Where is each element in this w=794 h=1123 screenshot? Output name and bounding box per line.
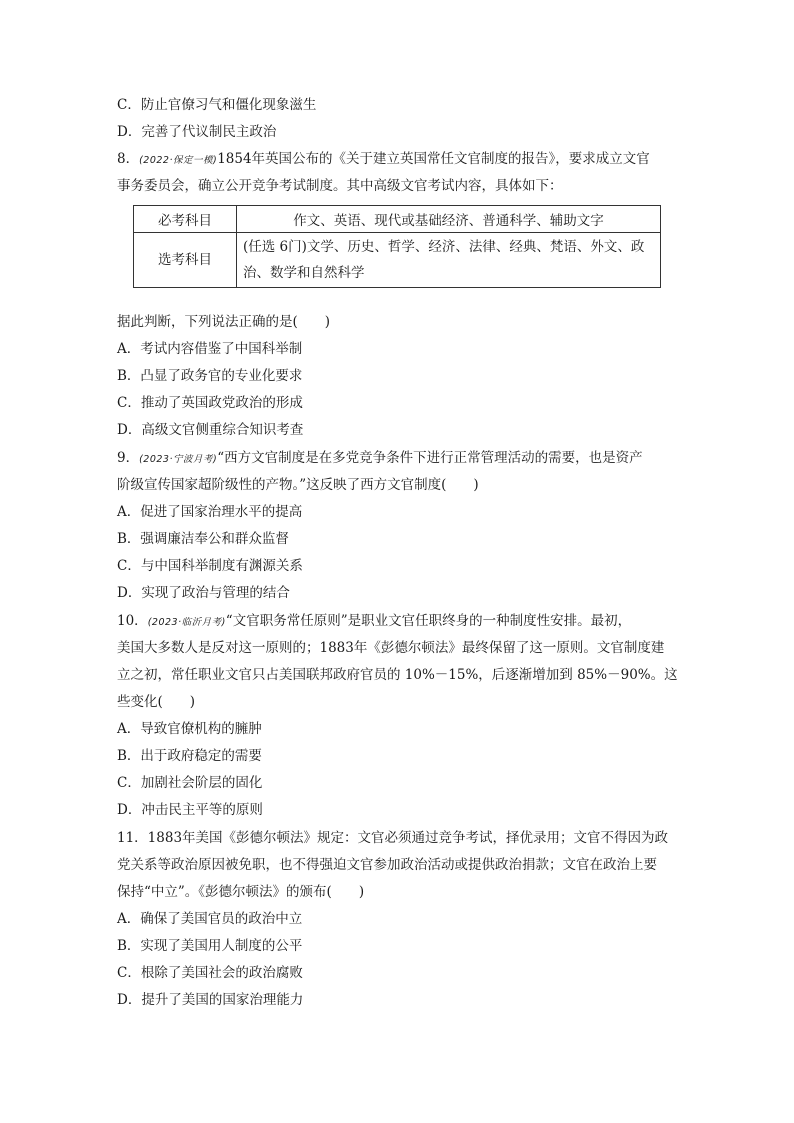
q9-option-c: C．与中国科举制度有渊源关系 <box>117 558 303 574</box>
q10-stem-line-1 <box>117 612 631 632</box>
q8-option-d: D．高级文官侧重综合知识考查 <box>117 422 304 438</box>
table-row-elective <box>134 233 661 288</box>
q8-source-tag: (2022·保定一模) <box>139 155 218 166</box>
q10-option-b: B．出于政府稳定的需要 <box>117 748 262 764</box>
q11-option-c: C．根除了美国社会的政治腐败 <box>117 965 303 981</box>
q8-option-a: A．考试内容借鉴了中国科举制 <box>117 341 303 357</box>
elective-value-line-2: 治、数学和自然科学 <box>243 265 365 281</box>
q8-stem-text: 1854年英国公布的《关于建立英国常任文官制度的报告》，要求成立文官 <box>217 151 650 167</box>
q10-stem-line-3: 立之初，常任职业文官只占美国联邦政府官员的 10%－15%，后逐渐增加到 85%－90%。这 <box>117 667 678 683</box>
q10-number: 10． <box>117 613 148 629</box>
q8-option-b: B．凸显了政务官的专业化要求 <box>117 368 303 384</box>
q9-number: 9． <box>117 450 140 466</box>
q7-option-c: C．防止官僚习气和僵化现象滋生 <box>117 97 317 113</box>
table-row-required <box>134 206 661 233</box>
required-label-cell: 必考科目 <box>134 206 237 233</box>
exam-subjects-table <box>133 205 661 288</box>
q9-option-d: D．实现了政治与管理的结合 <box>117 585 290 601</box>
q8-option-c: C．推动了英国政党政治的形成 <box>117 395 303 411</box>
q8-stem-line-1 <box>117 150 650 170</box>
q8-question: 据此判断，下列说法正确的是( ) <box>117 314 331 330</box>
q10-option-a: A．导致官僚机构的臃肿 <box>117 721 262 737</box>
q9-option-a: A．促进了国家治理水平的提高 <box>117 504 303 520</box>
q10-source-tag: (2023·临沂月考) <box>147 617 226 628</box>
q11-option-a: A．确保了美国官员的政治中立 <box>117 911 303 927</box>
q9-stem-line-2: 阶级宣传国家超阶级性的产物。”这反映了西方文官制度( ) <box>117 477 479 493</box>
q11-option-d: D．提升了美国的国家治理能力 <box>117 992 304 1008</box>
q10-stem-line-4: 些变化( ) <box>117 694 196 710</box>
q10-option-c: C．加剧社会阶层的固化 <box>117 775 263 791</box>
q11-stem-line-1: 11．1883年美国《彭德尔顿法》规定：文官必须通过竞争考试，择优录用；文官不得因为政 <box>117 830 669 846</box>
elective-label-cell: 选考科目 <box>134 233 237 288</box>
q9-source-tag: (2023·宁波月考) <box>139 454 218 465</box>
q9-stem-line-1 <box>117 449 643 469</box>
q9-stem-text: “西方文官制度是在多党竞争条件下进行正常管理活动的需要，也是资产 <box>217 450 643 466</box>
q9-option-b: B．强调廉洁奉公和群众监督 <box>117 531 289 547</box>
q11-option-b: B．实现了美国用人制度的公平 <box>117 938 303 954</box>
q10-stem-text: “文官职务常任原则”是职业文官任职终身的一种制度性安排。最初， <box>225 613 632 629</box>
q10-option-d: D．冲击民主平等的原则 <box>117 802 263 818</box>
q8-number: 8． <box>117 151 140 167</box>
q8-stem-line-2: 事务委员会，确立公开竞争考试制度。其中高级文官考试内容，具体如下： <box>117 178 563 194</box>
q10-stem-line-2: 美国大多数人是反对这一原则的；1883年《彭德尔顿法》最终保留了这一原则。文官制度建 <box>117 640 665 656</box>
elective-value-line-1: (任选 6门)文学、历史、哲学、经济、法律、经典、梵语、外文、政 <box>243 239 645 255</box>
q11-stem-line-3: 保持“中立”。《彭德尔顿法》的颁布( ) <box>117 884 365 900</box>
required-value-cell: 作文、英语、现代或基础经济、普通科学、辅助文字 <box>237 206 661 233</box>
q11-stem-line-2: 党关系等政治原因被免职，也不得强迫文官参加政治活动或提供政治捐款；文官在政治上要 <box>117 857 657 873</box>
elective-value-cell <box>237 233 661 288</box>
q7-option-d: D．完善了代议制民主政治 <box>117 124 277 140</box>
